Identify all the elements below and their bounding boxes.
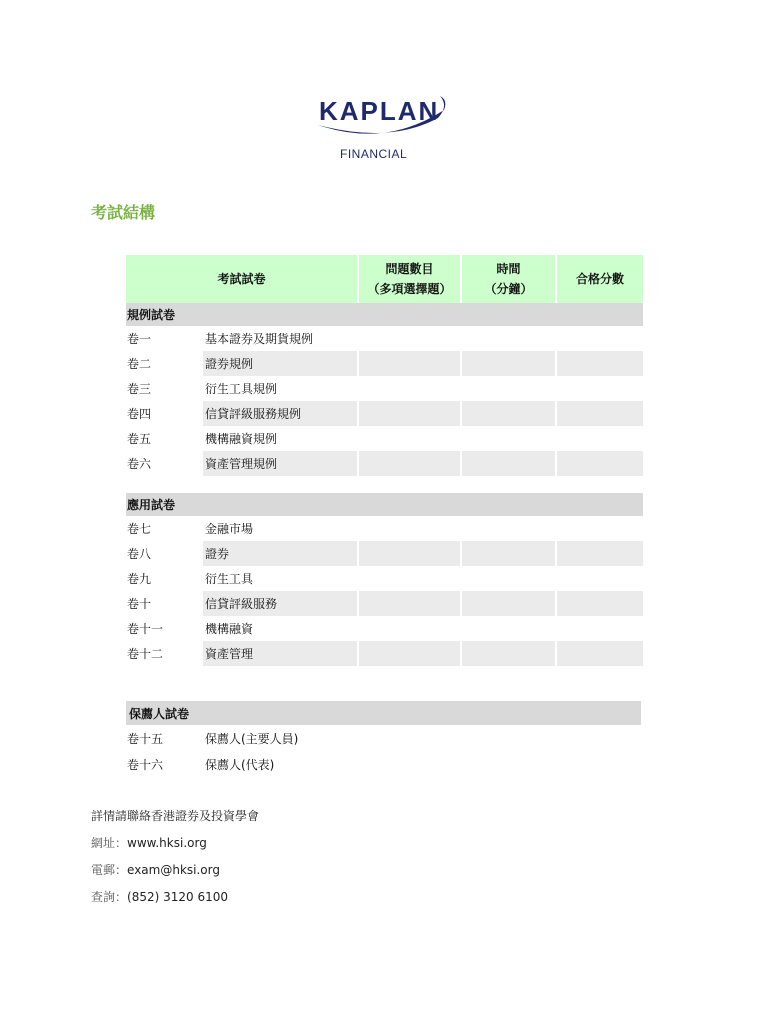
category-row-sponsor [126,701,641,725]
questions-cell [358,401,461,426]
time-cell [461,401,556,426]
time-cell [461,351,556,376]
time-cell [461,616,556,641]
time-cell [461,376,556,401]
header-pass-mark: 合格分數 [556,255,643,303]
questions-cell [358,641,461,666]
pass-mark-cell [556,351,643,376]
phone-label: 查詢： [91,890,128,904]
logo-subtitle: FINANCIAL [340,147,408,161]
paper-code: 卷十二 [127,647,164,661]
table-row [126,516,643,541]
paper-code: 卷三 [127,382,152,396]
website-label: 網址： [91,836,128,850]
paper-name: 機構融資 [205,622,254,636]
website-line [91,833,259,860]
paper-code: 卷八 [127,547,152,561]
pass-mark-cell [556,541,643,566]
pass-mark-cell [556,566,643,591]
paper-code: 卷十六 [127,757,164,772]
table-row [126,641,643,666]
table-row [126,751,641,777]
category-label: 應用試卷 [126,493,643,516]
category-label: 保薦人試卷 [126,701,641,725]
paper-name: 證券規例 [203,351,358,376]
email-link[interactable]: exam@hksi.org [127,863,220,877]
table-row [126,351,643,376]
paper-name: 保薦人(代表) [205,757,275,772]
logo-wordmark: KAPLAN [319,96,440,126]
category-row [126,493,643,516]
category-label: 規例試卷 [126,303,643,326]
contact-footer [91,806,259,914]
time-cell [461,591,556,616]
paper-code: 卷七 [127,522,152,536]
time-cell [461,326,556,351]
time-cell [461,541,556,566]
pass-mark-cell [556,451,643,476]
table-row [126,376,643,401]
kaplan-logo [316,92,450,164]
email-label: 電郵： [91,863,128,877]
pass-mark-cell [556,641,643,666]
paper-name: 衍生工具 [205,572,254,586]
phone-line [91,887,259,914]
questions-cell [358,616,461,641]
header-questions-line1: 問題數目 [385,262,434,276]
time-cell [461,641,556,666]
pass-mark-cell [556,376,643,401]
header-paper: 考試試卷 [126,255,358,303]
pass-mark-cell [556,616,643,641]
table-row [126,566,643,591]
paper-code: 卷十一 [127,622,164,636]
contact-line: 詳情請聯絡香港證券及投資學會 [91,809,260,823]
table-row [126,426,643,451]
time-cell [461,451,556,476]
group-spacer [126,476,643,493]
header-time-line2: （分鐘） [484,282,533,296]
paper-code: 卷九 [127,572,152,586]
table-row [126,725,641,751]
paper-name: 資產管理 [203,641,358,666]
header-time [461,255,556,303]
questions-cell [358,351,461,376]
paper-name: 金融市場 [205,522,254,536]
paper-name: 衍生工具規例 [205,382,278,396]
website-link[interactable]: www.hksi.org [127,836,207,850]
paper-name: 保薦人(主要人員) [205,731,299,746]
paper-name: 機構融資規例 [205,432,278,446]
phone-number: (852) 3120 6100 [127,890,228,904]
paper-name: 證券 [203,541,358,566]
paper-name: 信貸評級服務 [203,591,358,616]
table-row [126,591,643,616]
paper-name: 基本證券及期貨規例 [205,332,314,346]
table-row [126,401,643,426]
kaplan-logo-graphic [316,92,450,164]
paper-code: 卷十 [127,597,152,611]
time-cell [461,566,556,591]
section-title: 考試結構 [91,203,156,222]
questions-cell [358,376,461,401]
paper-code: 卷五 [127,432,152,446]
pass-mark-cell [556,326,643,351]
exam-structure-table [126,255,643,666]
table-header-row [126,255,643,303]
pass-mark-cell [556,426,643,451]
header-time-line1: 時間 [496,262,521,276]
questions-cell [358,426,461,451]
questions-cell [358,451,461,476]
email-line [91,860,259,887]
table-row [126,541,643,566]
questions-cell [358,591,461,616]
paper-code: 卷四 [127,407,152,421]
pass-mark-cell [556,591,643,616]
table-row [126,326,643,351]
sponsor-table [126,701,641,777]
paper-code: 卷十五 [127,731,164,746]
paper-code: 卷二 [127,357,152,371]
header-questions [358,255,461,303]
paper-code: 卷一 [127,332,152,346]
time-cell [461,516,556,541]
table-row [126,451,643,476]
table-row [126,616,643,641]
questions-cell [358,541,461,566]
questions-cell [358,326,461,351]
paper-code: 卷六 [127,457,152,471]
questions-cell [358,566,461,591]
paper-name: 信貸評級服務規例 [203,401,358,426]
paper-name: 資產管理規例 [203,451,358,476]
time-cell [461,426,556,451]
category-row [126,303,643,326]
pass-mark-cell [556,516,643,541]
pass-mark-cell [556,401,643,426]
header-questions-line2: （多項選擇題） [367,282,452,296]
questions-cell [358,516,461,541]
